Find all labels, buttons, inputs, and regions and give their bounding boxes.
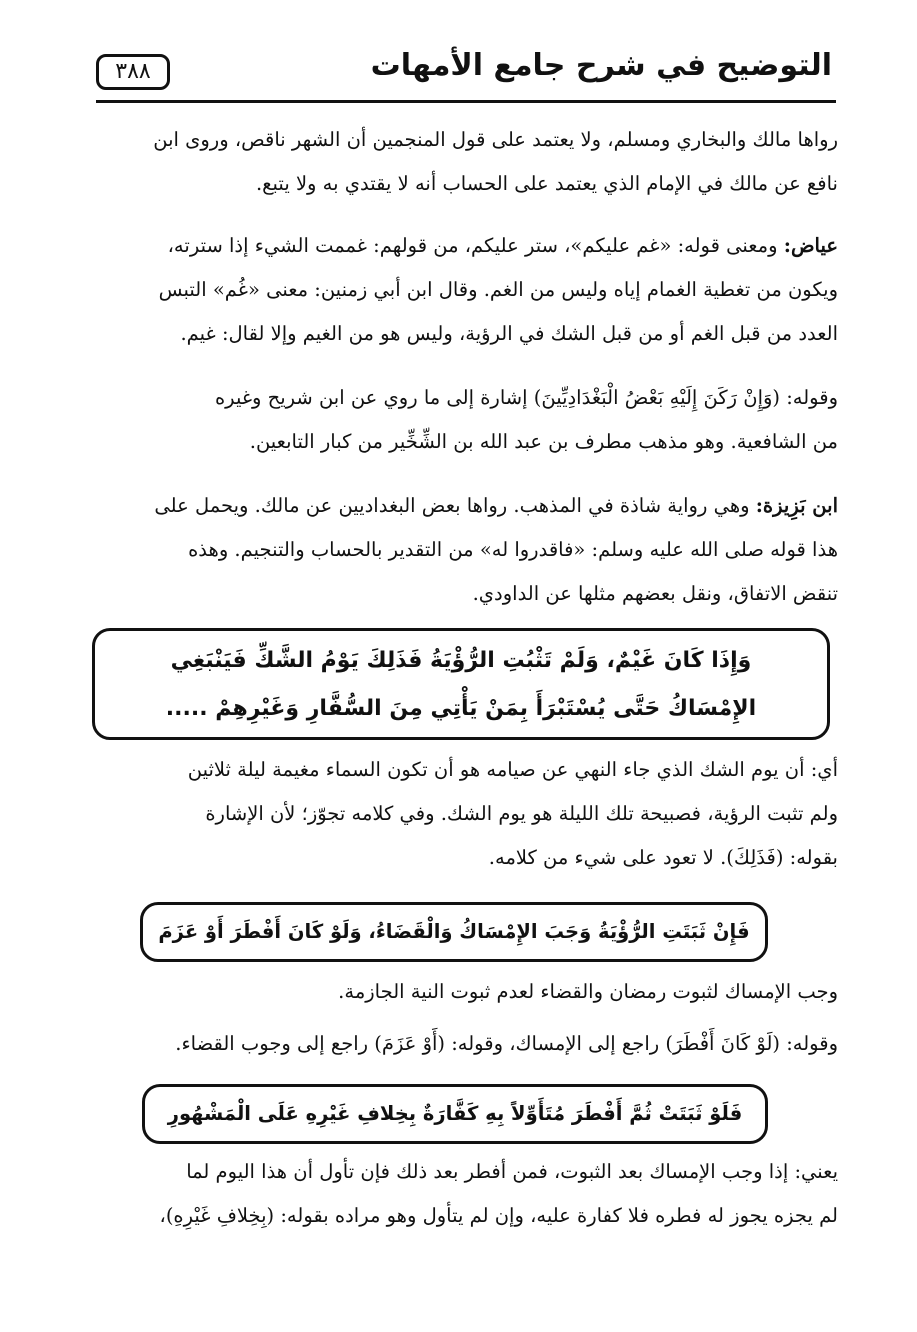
page-number: ٣٨٨	[96, 54, 170, 90]
text-line: وجب الإمساك لثبوت رمضان والقضاء لعدم ثبوت النية الجازمة.	[338, 980, 838, 1003]
running-title: التوضيح في شرح جامع الأمهات	[370, 48, 832, 83]
paragraph-3	[86, 376, 838, 464]
text-line: أي: أن يوم الشك الذي جاء النهي عن صيامه هو أن تكون السماء مغيمة ليلة ثلاثين	[187, 758, 838, 781]
text-line: من الشافعية. وهو مذهب مطرف بن عبد الله بن الشِّخِّير من كبار التابعين.	[249, 430, 838, 453]
text-line: نافع عن مالك في الإمام الذي يعتمد على الحساب أنه لا يقتدي به ولا يتبع.	[255, 172, 838, 195]
matn-line: الإِمْسَاكُ حَتَّى يُسْتَبْرَأَ بِمَنْ يَأْتِي مِنَ السُّفَّارِ وَغَيْرِهِمْ .....	[165, 696, 757, 721]
scholar-name: ابن بَزِيزة:	[755, 494, 838, 517]
text-line: رواها مالك والبخاري ومسلم، ولا يعتمد على قول المنجمين أن الشهر ناقص، وروى ابن	[153, 128, 838, 151]
paragraph-7	[86, 1022, 838, 1066]
paragraph-8	[86, 1150, 838, 1238]
text-run: وهي رواية شاذة في المذهب. رواها بعض البغداديين عن مالك. ويحمل على	[154, 494, 750, 517]
matn-box-1	[92, 628, 830, 740]
paragraph-ibn-bazizah	[86, 484, 838, 616]
text-line: وقوله: (وَإِنْ رَكَنَ إِلَيْهِ بَعْضُ الْبَغْدَادِيِّينَ) إشارة إلى ما روي عن ابن شريح وغيره	[214, 386, 838, 409]
text-line: ويكون من تغطية الغمام إياه وليس من الغم. وقال ابن أبي زمنين: معنى «غُم» التبس	[158, 278, 838, 301]
matn-line: فَإِنْ ثَبَتَتِ الرُّؤْيَةُ وَجَبَ الإِمْسَاكُ وَالْقَضَاءُ، وَلَوْ كَانَ أَفْطَرَ أَوْ عَزَمَ	[158, 920, 750, 943]
text-line: بقوله: (فَذَلِكَ). لا تعود على شيء من كلامه.	[488, 846, 838, 869]
paragraph-6	[86, 970, 838, 1014]
paragraph-5	[86, 748, 838, 880]
text-line: وقوله: (لَوْ كَانَ أَفْطَرَ) راجع إلى الإمساك، وقوله: (أَوْ عَزَمَ) راجع إلى وجوب القضاء.	[175, 1032, 838, 1055]
text-line: يعني: إذا وجب الإمساك بعد الثبوت، فمن أفطر بعد ذلك فإن تأول أن هذا اليوم لما	[186, 1160, 838, 1183]
text-line	[86, 224, 838, 268]
matn-line: وَإِذَا كَانَ غَيْمٌ، وَلَمْ تَثْبُتِ الرُّؤْيَةُ فَذَلِكَ يَوْمُ الشَّكِّ فَيَنْبَغِي	[170, 648, 752, 673]
text-line: هذا قوله صلى الله عليه وسلم: «فاقدروا له» من التقدير بالحساب والتنجيم. وهذه	[188, 538, 838, 561]
header-divider	[96, 100, 836, 103]
matn-box-2	[140, 902, 768, 962]
text-run: ومعنى قوله: «غم عليكم»، ستر عليكم، من قولهم: غممت الشيء إذا سترته،	[167, 234, 778, 257]
text-line: لم يجزه يجوز له فطره فلا كفارة عليه، وإن لم يتأول وهو مراده بقوله: (بِخِلافِ غَيْرِهِ)،	[159, 1204, 838, 1227]
text-line: العدد من قبل الغم أو من قبل الشك في الرؤية، وليس هو من الغيم وإلا لقال: غيم.	[180, 322, 838, 345]
paragraph-1	[86, 118, 838, 206]
matn-box-3	[142, 1084, 768, 1144]
text-line	[86, 484, 838, 528]
page-header	[96, 44, 832, 100]
matn-line: فَلَوْ ثَبَتَتْ ثُمَّ أَفْطَرَ مُتَأَوِّلاً بِهِ كَفَّارَةٌ بِخِلافِ غَيْرِهِ عَلَى الْمَشْهُورِ	[167, 1102, 743, 1125]
paragraph-iyad	[86, 224, 838, 356]
text-line: تنقض الاتفاق، ونقل بعضهم مثلها عن الداودي.	[472, 582, 838, 605]
text-line: ولم تثبت الرؤية، فصبيحة تلك الليلة هو يوم الشك. وفي كلامه تجوّز؛ لأن الإشارة	[205, 802, 838, 825]
scholar-name: عياض:	[783, 234, 838, 257]
